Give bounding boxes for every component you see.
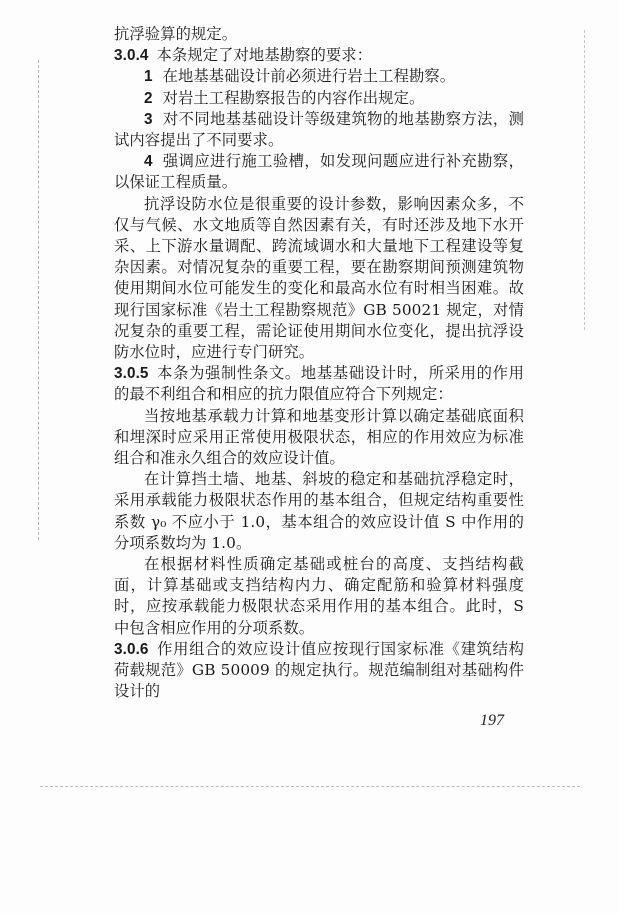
paragraph-retaining-wall: 在计算挡土墙、地基、斜坡的稳定和基础抗浮稳定时，采用承载能力极限状态作用的基本组合，但规定结构重要性系数 γ₀ 不应小于 1.0，基本组合的效应设计值 S 中作用的分项系数均为 1.0。 [114, 470, 524, 552]
paragraph-antifloat-water-level: 抗浮设防水位是很重要的设计参数，影响因素众多，不仅与气候、水文地质等自然因素有关，有时还涉及地下水开采、上下游水量调配、跨流域调水和大量地下工程建设等复杂因素。对情况复杂的重要工程，要在勘察期间预测建筑物使用期间水位可能发生的变化和最高水位有时相当困难。故现行国家标准《岩土工程勘察规范》GB 50021 规定，对情况复杂的重要工程，需论证使用期间水位变化，提出抗浮设防水位时，应进行专门研究。 [114, 194, 524, 362]
item-text: 对岩土工程勘察报告的内容作出规定。 [162, 88, 425, 107]
list-item [114, 66, 524, 87]
clause-number: 3.0.6 [114, 640, 149, 658]
clause-text: 作用组合的效应设计值应按现行国家标准《建筑结构荷载规范》GB 50009 的规定执行。规范编制组对基础构件设计的 [114, 639, 524, 701]
list-item [114, 151, 524, 193]
paragraph-continuation: 抗浮验算的规定。 [114, 25, 238, 43]
clause-3-0-6 [114, 639, 524, 703]
item-text: 在地基基础设计前必须进行岩土工程勘察。 [162, 67, 456, 86]
scan-bottom-line [40, 786, 580, 787]
scan-edge-right [584, 30, 586, 330]
item-number: 3 [144, 110, 153, 128]
clause-text: 本条为强制性条文。地基基础设计时，所采用的作用的最不利组合和相应的抗力限值应符合下列规定： [114, 364, 524, 404]
clause-3-0-4 [114, 45, 524, 66]
item-number: 1 [144, 68, 153, 86]
item-number: 4 [144, 153, 153, 171]
item-text: 强调应进行施工验槽，如发现问题应进行补充勘察，以保证工程质量。 [114, 152, 524, 192]
list-item [114, 109, 524, 151]
item-number: 2 [144, 89, 153, 107]
clause-number: 3.0.5 [114, 365, 149, 383]
list-item [114, 88, 524, 109]
item-text: 对不同地基基础设计等级建筑物的地基勘察方法，测试内容提出了不同要求。 [114, 109, 524, 150]
scan-edge-left [38, 60, 40, 540]
page-number: 197 [480, 712, 504, 729]
body-text [114, 24, 524, 703]
clause-number: 3.0.4 [114, 47, 149, 65]
clause-text: 本条规定了对地基勘察的要求： [156, 46, 373, 65]
clause-3-0-5 [114, 363, 524, 405]
paragraph-material-strength: 在根据材料性质确定基础或桩台的高度、支挡结构截面，计算基础或支挡结构内力、确定配筋和验算材料强度时，应按承载能力极限状态采用作用的基本组合。此时，S 中包含相应作用的分项系数。 [114, 555, 524, 637]
paragraph-bearing-capacity: 当按地基承载力计算和地基变形计算以确定基础底面积和埋深时应采用正常使用极限状态，相应的作用效应为标准组合和准永久组合的效应设计值。 [114, 406, 524, 468]
